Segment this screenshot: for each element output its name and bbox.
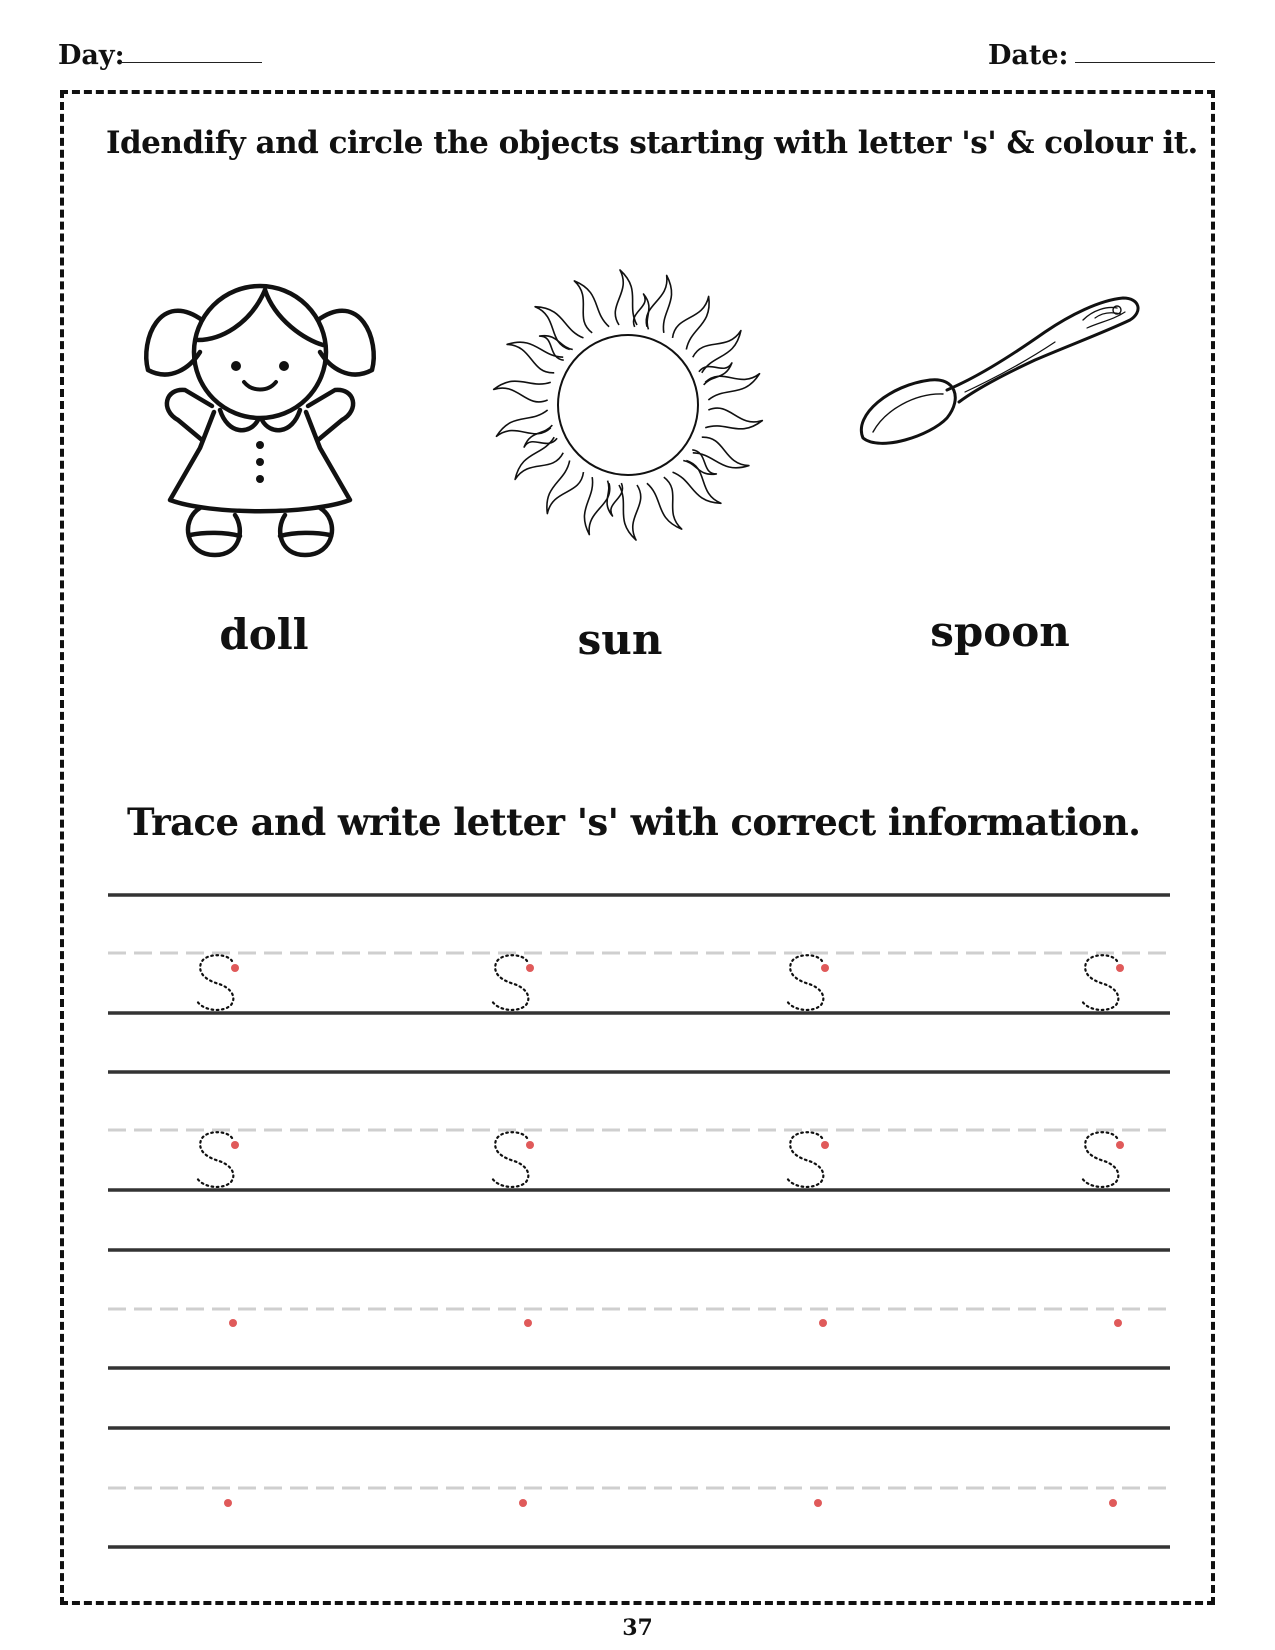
start-dot: [524, 1319, 532, 1327]
day-label: Day:: [58, 40, 125, 71]
start-dot: [1114, 1319, 1122, 1327]
date-label: Date:: [988, 40, 1069, 71]
word-doll: doll: [219, 610, 309, 659]
trace-letter-s[interactable]: [786, 1131, 829, 1187]
identify-instruction: Idendify and circle the objects starting with letter 's' & colour it.: [106, 125, 1198, 161]
trace-letter-s[interactable]: [196, 954, 239, 1010]
trace-letter-s[interactable]: [1081, 954, 1124, 1010]
trace-letter-s[interactable]: [1081, 1131, 1124, 1187]
trace-letter-s[interactable]: [196, 1131, 239, 1187]
start-dot: [819, 1319, 827, 1327]
word-spoon: spoon: [930, 607, 1070, 656]
start-dot: [814, 1499, 822, 1507]
page-number: 37: [622, 1615, 653, 1641]
start-dot: [1109, 1499, 1117, 1507]
trace-letter-s[interactable]: [786, 954, 829, 1010]
start-dot: [519, 1499, 527, 1507]
start-dot: [224, 1499, 232, 1507]
word-sun: sun: [577, 615, 663, 664]
trace-letter-s[interactable]: [491, 954, 534, 1010]
trace-instruction: Trace and write letter 's' with correct information.: [127, 800, 1141, 844]
start-dot: [229, 1319, 237, 1327]
trace-letter-s[interactable]: [491, 1131, 534, 1187]
